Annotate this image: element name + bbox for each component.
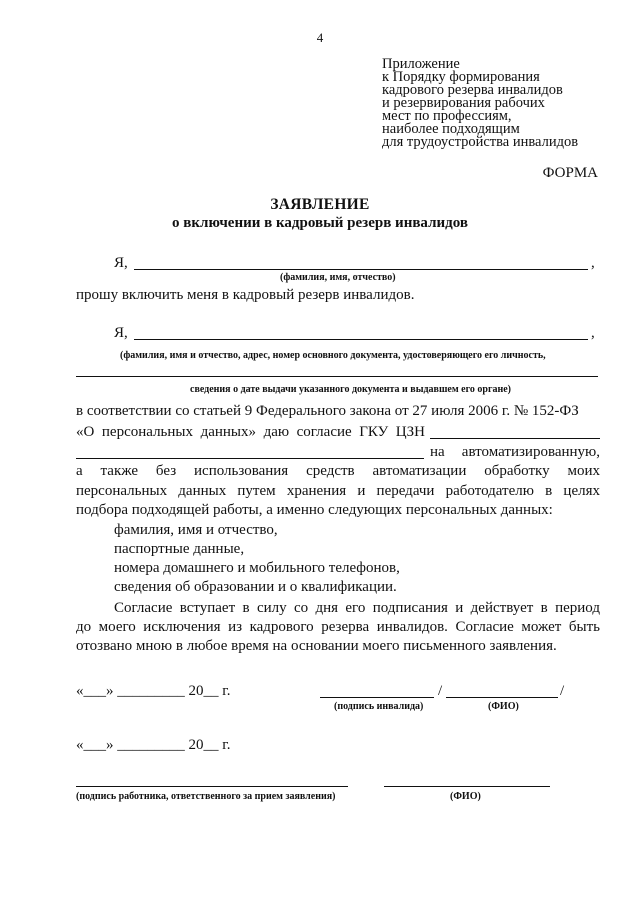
automated-text: на автоматизированную,: [430, 444, 600, 460]
applicant-name-field[interactable]: [134, 269, 588, 270]
appendix-line: Приложение: [382, 56, 460, 72]
list-item: паспортные данные,: [114, 541, 245, 557]
comma: ,: [591, 255, 595, 271]
applicant-details-field-2[interactable]: [76, 376, 598, 377]
request-text: прошу включить меня в кадровый резерв инвалидов.: [76, 287, 415, 303]
appendix-line: для трудоустройства инвалидов: [382, 134, 579, 150]
date-field[interactable]: «___» _________ 20__ г.: [76, 683, 231, 699]
slash: /: [560, 683, 565, 699]
document-caption: сведения о дате выдачи указанного документа и выдавшем его органе): [190, 384, 512, 395]
list-item: сведения об образовании и о квалификации.: [114, 579, 397, 595]
appendix-line: мест по профессиям,: [382, 108, 512, 124]
paragraph-line: персональных данных путем хранения и передачи работодателю в целях: [76, 483, 600, 499]
document-title: ЗАЯВЛЕНИЕ: [270, 196, 370, 213]
applicant-signature-field[interactable]: [320, 697, 434, 698]
organization-field-2[interactable]: [76, 458, 424, 459]
organization-field[interactable]: [430, 438, 600, 439]
form-label: ФОРМА: [542, 165, 598, 181]
signature-caption: (подпись инвалида): [334, 701, 424, 712]
list-item: фамилия, имя и отчество,: [114, 522, 278, 538]
ya-label: Я,: [114, 325, 128, 341]
appendix-block: [382, 58, 578, 149]
appendix-line: наиболее подходящим: [382, 121, 520, 137]
appendix-line: кадрового резерва инвалидов: [382, 82, 563, 98]
name-caption: (фамилия, имя, отчество): [280, 272, 396, 283]
employee-signature-caption: (подпись работника, ответственного за прием заявления): [76, 791, 336, 802]
appendix-line: к Порядку формирования: [382, 69, 540, 85]
employee-fio-field[interactable]: [384, 786, 550, 787]
page-number: 4: [316, 30, 324, 45]
paragraph-line: а также без использования средств автоматизации обработку моих: [76, 463, 600, 479]
document-subtitle: о включении в кадровый резерв инвалидов: [172, 215, 468, 231]
appendix-line: и резервирования рабочих: [382, 95, 545, 111]
comma: ,: [591, 325, 595, 341]
list-item: номера домашнего и мобильного телефонов,: [114, 560, 400, 576]
ya-label: Я,: [114, 255, 128, 271]
date-field[interactable]: «___» _________ 20__ г.: [76, 737, 231, 753]
consent-paragraph-line: отозвано мною в любое время на основании моего письменного заявления.: [76, 638, 557, 654]
employee-signature-field[interactable]: [76, 786, 348, 787]
consent-organization-text: «О персональных данных» даю согласие ГКУ ЦЗН: [76, 424, 425, 440]
paragraph-line: подбора подходящей работы, а именно следующих персональных данных:: [76, 502, 553, 518]
employee-fio-caption: (ФИО): [450, 791, 481, 802]
consent-paragraph-line: до моего исключения из кадрового резерва инвалидов. Согласие может быть: [76, 619, 600, 635]
consent-paragraph-line: Согласие вступает в силу со дня его подписания и действует в период: [114, 600, 600, 616]
law-reference-text: в соответствии со статьей 9 Федерального закона от 27 июля 2006 г. № 152-ФЗ: [76, 403, 579, 419]
details-caption: (фамилия, имя и отчество, адрес, номер основного документа, удостоверяющего его личность,: [120, 350, 546, 361]
slash: /: [438, 683, 443, 699]
applicant-fio-field[interactable]: [446, 697, 558, 698]
applicant-details-field[interactable]: [134, 339, 588, 340]
fio-caption: (ФИО): [488, 701, 519, 712]
